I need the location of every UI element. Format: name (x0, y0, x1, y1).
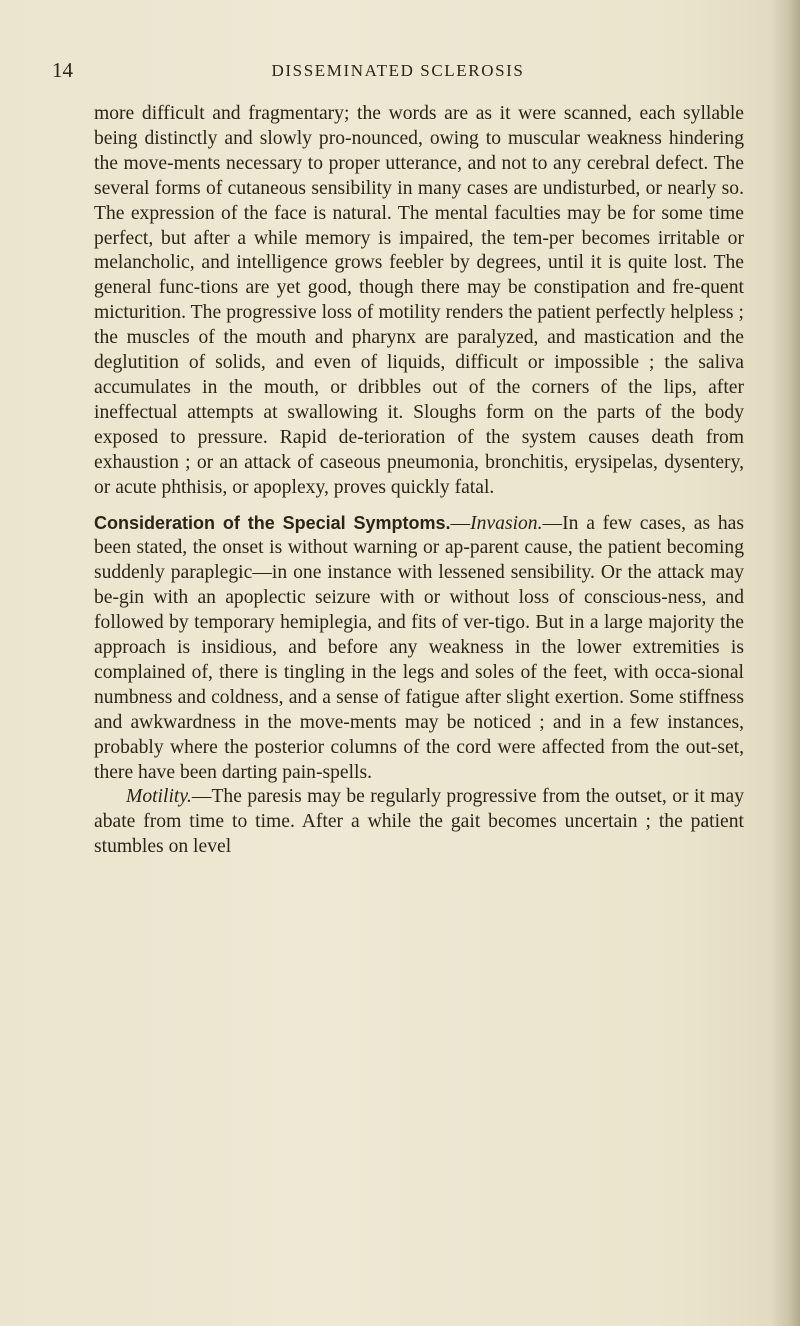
paragraph-3 (94, 785, 744, 860)
section-heading: Consideration of the Special Symptoms. (94, 512, 451, 533)
paragraph-1: more difficult and fragmentary; the words are as it were scanned, each syllable being distinctly and slowly pro-nounced, owing to muscular weakness hindering the move-ments necessary to proper utterance, and not to any cerebral defect. The several forms of cutaneous sensibility in many cases are undisturbed, or nearly so. The expression of the face is natural. The mental faculties may be for some time perfect, but after a while memory is impaired, the tem-per becomes irritable or melancholic, and intelligence grows feebler by degrees, until it is quite lost. The general func-tions are yet good, though there may be constipation and fre-quent micturition. The progressive loss of motility renders the patient perfectly helpless ; the muscles of the mouth and pharynx are paralyzed, and mastication and the deglutition of solids, and even of liquids, difficult or impossible ; the saliva accumulates in the mouth, or dribbles out of the corners of the lips, after ineffectual attempts at swallowing it. Sloughs form on the parts of the body exposed to pressure. Rapid de-terioration of the system causes death from exhaustion ; or an attack of caseous pneumonia, bronchitis, erysipelas, dysentery, or acute phthisis, or apoplexy, proves quickly fatal. (94, 103, 744, 498)
running-head: DISSEMINATED SCLEROSIS (271, 61, 525, 80)
paragraph-3-body: —The paresis may be regularly progressive from the outset, or it may abate from time to time. After a while the gait becomes uncertain ; the patient stumbles on level (94, 786, 744, 858)
page-header (52, 58, 744, 84)
paragraph-2 (94, 511, 744, 786)
subheading-invasion: Invasion. (470, 512, 543, 534)
page-number: 14 (52, 58, 73, 82)
subheading-motility: Motility. (126, 786, 192, 808)
body-text (94, 102, 744, 860)
heading-dash: — (450, 512, 471, 534)
paragraph-2-body: —In a few cases, as has been stated, the onset is without warning or ap-parent cause, the patient becoming suddenly paraplegic—in one instance with lessened sensibility. Or the attack may be-gin with an apoplectic seizure with or without loss of conscious-ness, and followed by temporary hemiplegia, and fits of ver-tigo. But in a large majority the approach is insidious, and before any weakness in the lower extremities is complained of, there is tingling in the legs and soles of the feet, with occa-sional numbness and coldness, and a sense of fatigue after slight exertion. Some stiffness and awkwardness in the move-ments may be noticed ; and in a few instances, probably where the posterior columns of the cord were affected from the out-set, there have been darting pain-spells. (94, 512, 745, 783)
page-edge-shadow (770, 0, 800, 1326)
